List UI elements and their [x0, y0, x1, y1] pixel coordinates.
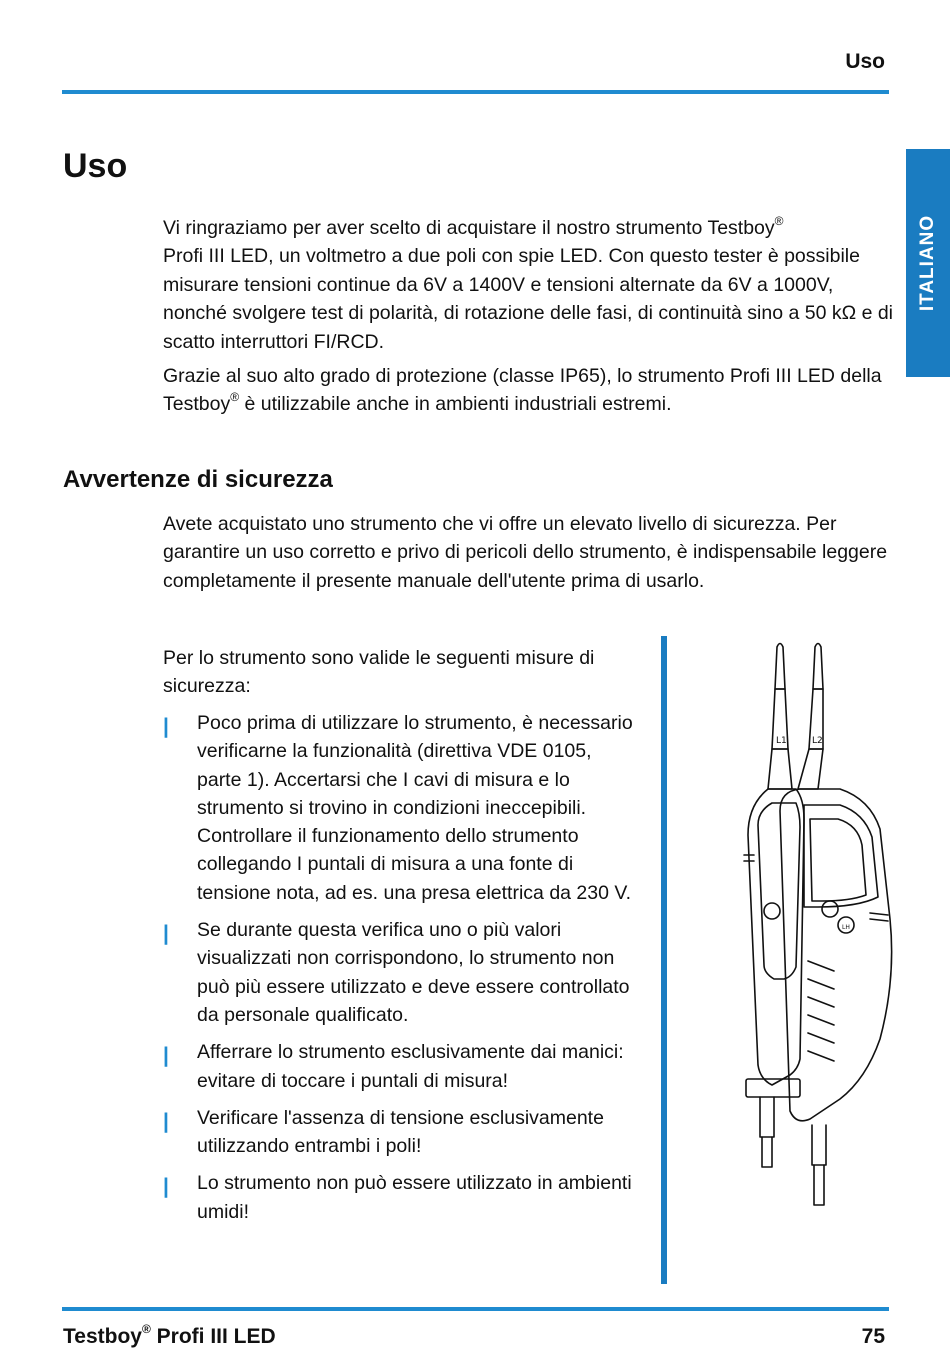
list-item: | Afferrare lo strumento esclusivamente dai manici: evitare di toccare i puntali di misura! — [163, 1041, 624, 1092]
intro-paragraph-2: Grazie al suo alto grado di protezione (classe IP65), lo strumento Profi III LED della Testboy® è utilizzabile anche in ambienti industriali estremi. — [163, 365, 882, 416]
divider-bar — [661, 636, 667, 1284]
bullet-marker: | — [163, 1044, 169, 1068]
probe-label-l1: L1 — [776, 736, 787, 746]
list-item: | Lo strumento non può essere utilizzato in ambienti umidi! — [163, 1172, 632, 1223]
bullet-marker: | — [163, 922, 169, 946]
section-heading-safety: Avvertenze di sicurezza — [63, 466, 333, 493]
intro-text — [163, 214, 893, 419]
footer-product-name: Testboy® Profi III LED — [63, 1322, 276, 1348]
header-rule — [62, 90, 889, 94]
voltage-tester-illustration — [720, 635, 910, 1225]
section-heading-uso: Uso — [63, 147, 128, 185]
registered-mark: ® — [230, 389, 240, 404]
language-tab — [906, 149, 950, 377]
bullet-marker: | — [163, 715, 169, 738]
safety-list — [163, 709, 633, 1235]
probe-label-l2: L2 — [812, 736, 823, 746]
list-item: | Poco prima di utilizzare lo strumento, è necessario verificarne la funzionalità (direttiva VDE 0105, parte 1). Accertarsi che I cavi di misura e lo strumento si trovino in condizioni ineccepibili. Controllare il funzionamento dello strumento collegando I puntali di misura a una fonte di tensione nota, ad es. una presa elettrica da 230 V. — [163, 712, 633, 904]
intro-paragraph-1: Vi ringraziamo per aver scelto di acquistare il nostro strumento Testboy® Profi III LED, un voltmetro a due poli con spie LED. Con questo tester è possibile misurare tensioni continue da 6V a 1400V e tensioni alternate da 6V a 1000V, nonché svolgere test di polarità, di rotazione delle fasi, di continuità sino a 50 kΩ e di scatto interruttori FI/RCD. — [163, 213, 894, 353]
safety-intro: Avete acquistato uno strumento che vi offre un elevato livello di sicurezza. Per garantire un uso corretto e privo di pericoli dello strumento, è indispensabile leggere completamente il presente manuale dell'utente prima di usarlo. — [163, 513, 888, 592]
lh-button-label: LH — [842, 924, 850, 931]
registered-mark: ® — [774, 213, 784, 228]
language-tab-label: ITALIANO — [917, 214, 938, 312]
list-item: | Se durante questa verifica uno o più valori visualizzati non corrispondono, lo strumento non può più essere utilizzato e deve essere controllato da personale qualificato. — [163, 919, 630, 1026]
registered-mark: ® — [141, 1322, 151, 1336]
footer-rule — [62, 1307, 889, 1311]
list-item: | Verificare l'assenza di tensione esclusivamente utilizzando entrambi i poli! — [163, 1106, 604, 1158]
safety-lead: Per lo strumento sono valide le seguenti misure di sicurezza: — [163, 647, 595, 698]
bullet-marker: | — [163, 1175, 169, 1199]
page-number: 75 — [861, 1325, 885, 1348]
bullet-marker: | — [163, 1109, 169, 1133]
running-header: Uso — [845, 50, 885, 73]
